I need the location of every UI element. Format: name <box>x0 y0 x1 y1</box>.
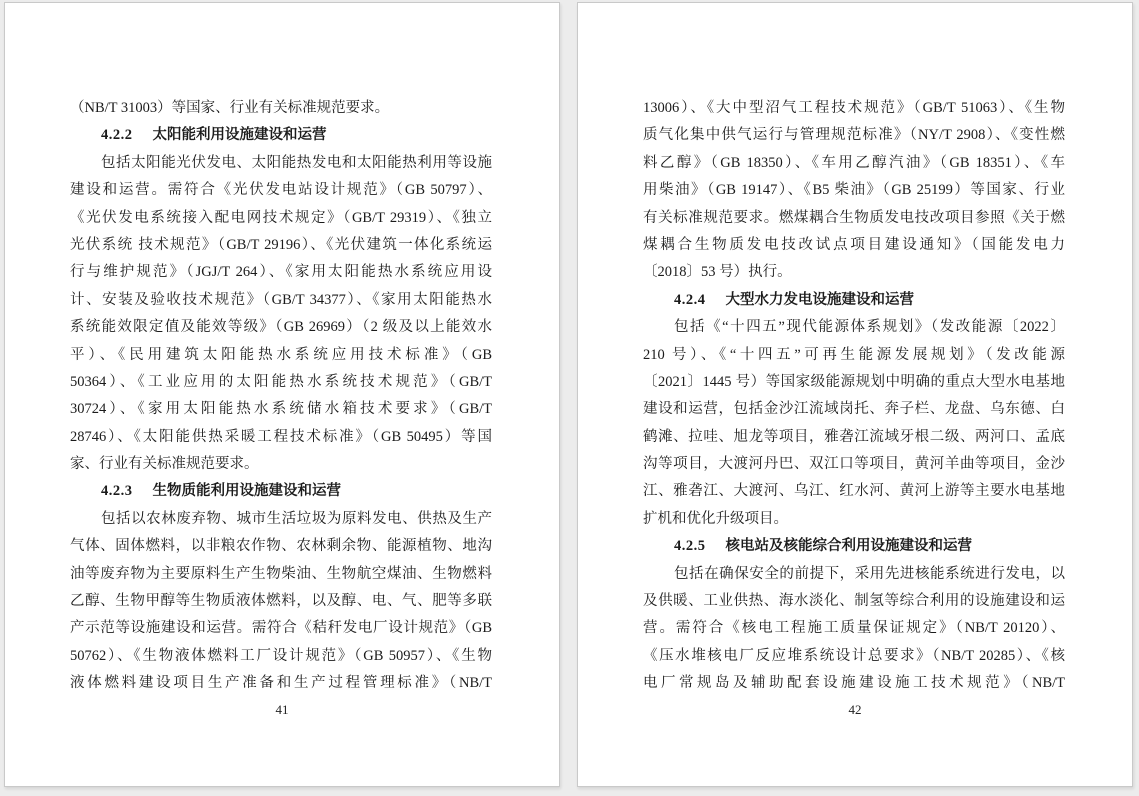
text-line: （NB/T 31003）等国家、行业有关标准规范要求。 <box>70 100 390 116</box>
section-heading <box>643 533 1065 560</box>
text-line: 江、雅砻江、大渡河、乌江、红水河、黄河上游等主要水电基地 <box>643 483 1065 500</box>
text-line: 50364）、《工业应用的太阳能热水系统技术规范》（GB/T <box>70 373 492 390</box>
text-line: 质气化集中供气运行与管理规范标准》（NY/T 2908）、《变性燃 <box>643 127 1065 144</box>
section-number: 4.2.5 <box>674 538 706 555</box>
text-line: 光伏系统 技术规范》（GB/T 29196）、《光伏建筑一体化系统运 <box>70 236 492 253</box>
section-heading <box>70 122 492 149</box>
text-line: 乙醇、生物甲醇等生物质液体燃料，以及醇、电、气、肥等多联 <box>70 593 492 610</box>
text-line: 建设和运营，包括金沙江流域岗托、奔子栏、龙盘、乌东德、白 <box>643 401 1065 418</box>
page-content <box>70 95 492 698</box>
text-line: 30724）、《家用太阳能热水系统储水箱技术要求》（GB/T <box>70 401 492 418</box>
page-number: 41 <box>275 702 289 717</box>
text-line: 扩机和优化升级项目。 <box>643 510 788 527</box>
section-title: 核电站及核能综合利用设施建设和运营 <box>725 538 972 555</box>
text-line: 包括在确保安全的前提下，采用先进核能系统进行发电，以 <box>674 565 1065 582</box>
text-line: 包括以农林废弃物、城市生活垃圾为原料发电、供热及生产 <box>101 510 492 527</box>
text-line: 50762）、《生物液体燃料工厂设计规范》（GB 50957）、《生物 <box>70 647 492 664</box>
text-line: 鹤滩、拉哇、旭龙等项目，雅砻江流域牙根二级、两河口、孟底 <box>643 428 1065 445</box>
section-number: 4.2.3 <box>101 483 133 500</box>
text-line: 及供暖、工业供热、海水淡化、制氢等综合利用的设施建设和运 <box>643 593 1065 610</box>
text-line: 计、安装及验收技术规范》（GB/T 34377）、《家用太阳能热水 <box>70 291 492 308</box>
text-line: 沟等项目，大渡河丹巴、双江口等项目，黄河羊曲等项目，金沙 <box>643 456 1065 473</box>
page-number: 42 <box>848 702 862 717</box>
text-line: 产示范等设施建设和运营。需符合《秸秆发电厂设计规范》（GB <box>70 620 492 637</box>
section-heading <box>643 287 1065 314</box>
text-line: 气体、固体燃料，以非粮农作物、农林剩余物、能源植物、地沟 <box>70 538 492 555</box>
section-title: 大型水力发电设施建设和运营 <box>725 291 914 308</box>
text-line: 行与维护规范》（JGJ/T 264）、《家用太阳能热水系统应用设 <box>70 264 492 281</box>
text-line: 210 号）、《“十四五”可再生能源发展规划》（发改能源 <box>643 346 1065 363</box>
text-line: 用柴油》（GB 19147）、《B5 柴油》（GB 25199）等国家、行业 <box>643 182 1065 199</box>
text-line: 料乙醇》（GB 18350）、《车用乙醇汽油》（GB 18351）、《车 <box>643 154 1065 171</box>
text-line: 〔2018〕53 号）执行。 <box>643 264 792 281</box>
section-heading <box>70 478 492 505</box>
text-line: 包括太阳能光伏发电、太阳能热发电和太阳能热利用等设施 <box>101 154 492 171</box>
text-line: 煤耦合生物质发电技改试点项目建设通知》（国能发电力 <box>643 236 1065 253</box>
text-line: 包括《“十四五”现代能源体系规划》（发改能源〔2022〕 <box>674 319 1065 336</box>
text-line: 平）、《民用建筑太阳能热水系统应用技术标准》（GB <box>70 346 492 363</box>
text-line: 有关标准规范要求。燃煤耦合生物质发电技改项目参照《关于燃 <box>643 209 1065 226</box>
text-line: 28746）、《太阳能供热采暖工程技术标准》（GB 50495）等国 <box>70 428 492 445</box>
text-line: 营。需符合《核电工程施工质量保证规定》（NB/T 20120）、 <box>643 620 1065 637</box>
text-line: 家、行业有关标准规范要求。 <box>70 456 259 473</box>
document-page-42 <box>577 2 1133 787</box>
section-title: 太阳能利用设施建设和运营 <box>152 127 327 144</box>
text-line: 《光伏发电系统接入配电网技术规定》（GB/T 29319）、《独立 <box>70 209 492 226</box>
section-title: 生物质能利用设施建设和运营 <box>152 483 341 500</box>
page-content <box>643 95 1065 698</box>
text-line: 系统能效限定值及能效等级》（GB 26969）（2 级及以上能效水 <box>70 319 492 336</box>
text-line: 电厂常规岛及辅助配套设施建设施工技术规范》（NB/T <box>643 675 1065 692</box>
section-number: 4.2.4 <box>674 291 706 308</box>
text-line: 〔2021〕1445 号）等国家级能源规划中明确的重点大型水电基地 <box>643 373 1065 390</box>
document-page-41 <box>4 2 560 787</box>
text-line: 13006）、《大中型沼气工程技术规范》（GB/T 51063）、《生物 <box>643 100 1065 116</box>
section-number: 4.2.2 <box>101 127 133 144</box>
text-line: 油等废弃物为主要原料生产生物柴油、生物航空煤油、生物燃料 <box>70 565 492 582</box>
text-line: 建设和运营。需符合《光伏发电站设计规范》（GB 50797）、 <box>70 182 492 199</box>
text-line: 液体燃料建设项目生产准备和生产过程管理标准》（NB/T <box>70 675 492 692</box>
text-line: 《压水堆核电厂反应堆系统设计总要求》（NB/T 20285）、《核 <box>643 647 1065 664</box>
